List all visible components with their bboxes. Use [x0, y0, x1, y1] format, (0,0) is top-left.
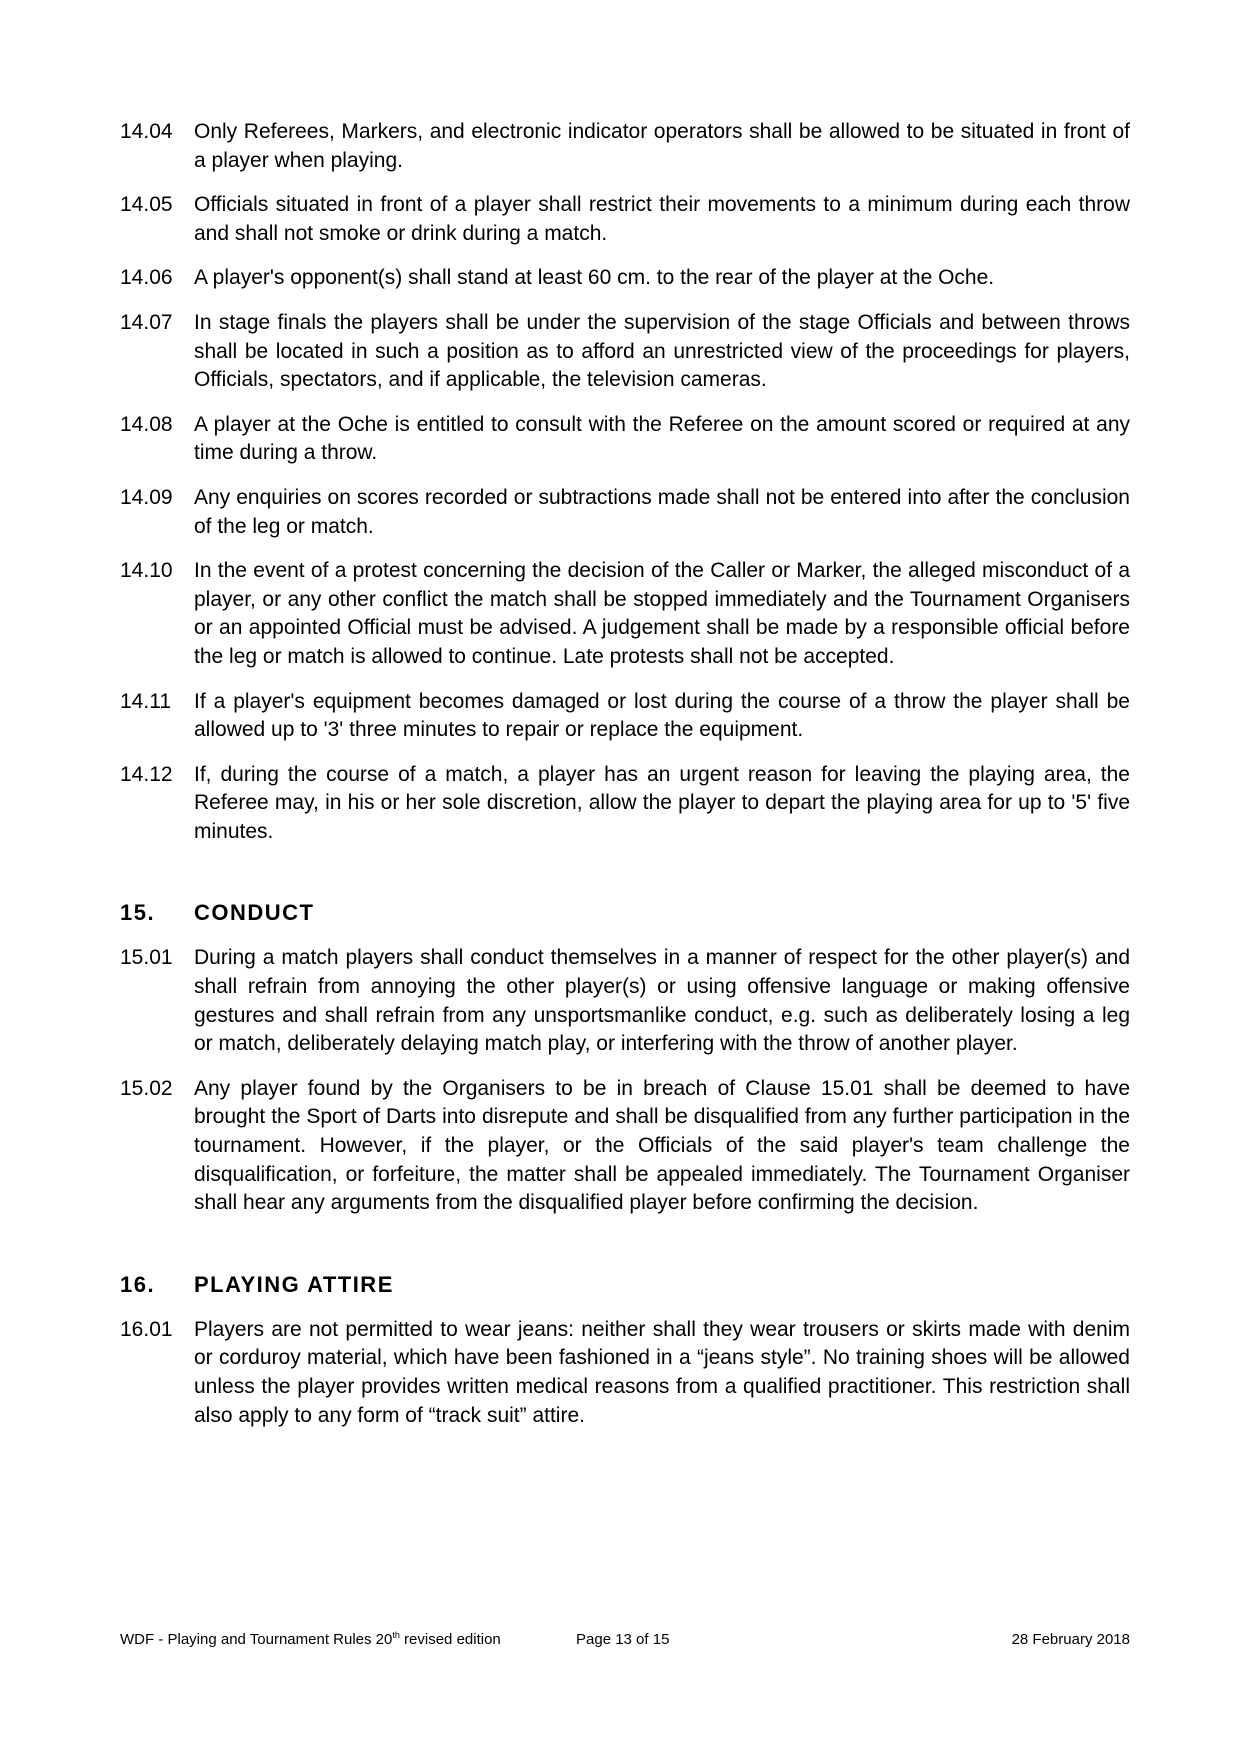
- section-number: 16.: [120, 1271, 156, 1297]
- footer-title-suffix: revised edition: [399, 1631, 501, 1648]
- clause-text: Players are not permitted to wear jeans: neither shall they wear trousers or skirts made with denim or corduroy material, which have been fashioned in a “jeans style”. No training shoes will be allowed unless the player provides written medical reasons from a qualified practitioner. This restriction shall also apply to any form of “track suit” attire.: [194, 1317, 1130, 1427]
- section-16-clauses: [120, 1316, 1130, 1430]
- section-15-clauses: [120, 944, 1130, 1217]
- clause-number: 15.01: [120, 946, 173, 970]
- footer-page-number: Page 13 of 15: [576, 1631, 670, 1648]
- footer-title-ordinal: th: [392, 1630, 400, 1640]
- clause-15-02: [120, 1075, 1130, 1218]
- clause-number: 14.04: [120, 120, 173, 143]
- clause-number: 14.10: [120, 559, 173, 583]
- clause-14-11: [120, 688, 1130, 745]
- clause-text: If a player's equipment becomes damaged or lost during the course of a throw the player shall be allowed up to '3' three minutes to repair or replace the equipment.: [194, 689, 1130, 742]
- clause-14-08: [120, 411, 1130, 468]
- clause-text: In stage finals the players shall be under the supervision of the stage Officials and between throws shall be located in such a position as to afford an unrestricted view of the proceedings for players, Officials, spectators, and if applicable, the television cameras.: [194, 310, 1130, 392]
- clause-text: Only Referees, Markers, and electronic indicator operators shall be allowed to be situated in front of a player when playing.: [194, 120, 1130, 172]
- clause-14-09: [120, 484, 1130, 541]
- clause-number: 16.01: [120, 1317, 173, 1341]
- footer-document-title: [120, 1631, 501, 1648]
- clause-number: 14.07: [120, 310, 173, 334]
- section-number: 15.: [120, 900, 156, 926]
- clause-text: Any player found by the Organisers to be in breach of Clause 15.01 shall be deemed to have brought the Sport of Darts into disrepute and shall be disqualified from any further participation in the tournament. However, if the player, or the Officials of the said player's team challenge the disqualification, or forfeiture, the matter shall be appealed immediately. The Tournament Organiser shall hear any arguments from the disqualified player before confirming the decision.: [194, 1076, 1130, 1215]
- clause-number: 14.11: [120, 689, 171, 713]
- clause-text: Any enquiries on scores recorded or subtractions made shall not be entered into after the conclusion of the leg or match.: [194, 485, 1130, 538]
- section-14-clauses: [120, 118, 1130, 846]
- clause-text: In the event of a protest concerning the decision of the Caller or Marker, the alleged misconduct of a player, or any other conflict the match shall be stopped immediately and the Tournament Organisers or an appointed Official must be advised. A judgement shall be made by a responsible official before the leg or match is allowed to continue. Late protests shall not be accepted.: [194, 559, 1130, 668]
- clause-text: If, during the course of a match, a player has an urgent reason for leaving the playing area, the Referee may, in his or her sole discretion, allow the player to depart the playing area for up to '5' five minutes.: [194, 762, 1130, 843]
- clause-number: 14.05: [120, 193, 173, 217]
- clause-text: A player's opponent(s) shall stand at least 60 cm. to the rear of the player at the Oche.: [194, 266, 995, 290]
- clause-14-12: [120, 761, 1130, 847]
- document-body: [120, 118, 1130, 1446]
- clause-text: A player at the Oche is entitled to consult with the Referee on the amount scored or required at any time during a throw.: [194, 412, 1130, 465]
- clause-14-07: [120, 309, 1130, 395]
- page-footer: [120, 1631, 1130, 1653]
- clause-14-05: [120, 191, 1130, 248]
- clause-text: During a match players shall conduct themselves in a manner of respect for the other player(s) and shall refrain from annoying the other player(s) or using offensive language or making offensive gestures and shall refrain from any unsportsmanlike conduct, e.g. such as deliberately losing a leg or match, deliberately delaying match play, or interfering with the throw of another player.: [194, 946, 1130, 1056]
- clause-15-01: [120, 944, 1130, 1058]
- clause-16-01: [120, 1316, 1130, 1430]
- section-heading-playing-attire: [120, 1270, 1130, 1300]
- clause-text: Officials situated in front of a player shall restrict their movements to a minimum during each throw and shall not smoke or drink during a match.: [194, 193, 1130, 245]
- section-title: PLAYING ATTIRE: [194, 1271, 394, 1297]
- clause-14-04: [120, 118, 1130, 175]
- clause-number: 14.09: [120, 485, 173, 509]
- section-title: CONDUCT: [194, 900, 315, 926]
- section-heading-conduct: [120, 898, 1130, 928]
- clause-14-10: [120, 557, 1130, 671]
- clause-number: 14.06: [120, 266, 173, 290]
- footer-title-text: WDF - Playing and Tournament Rules 20: [120, 1631, 393, 1648]
- clause-14-06: [120, 264, 1130, 293]
- clause-number: 15.02: [120, 1076, 173, 1100]
- clause-number: 14.08: [120, 412, 173, 436]
- footer-date: 28 February 2018: [1011, 1631, 1130, 1648]
- clause-number: 14.12: [120, 762, 173, 786]
